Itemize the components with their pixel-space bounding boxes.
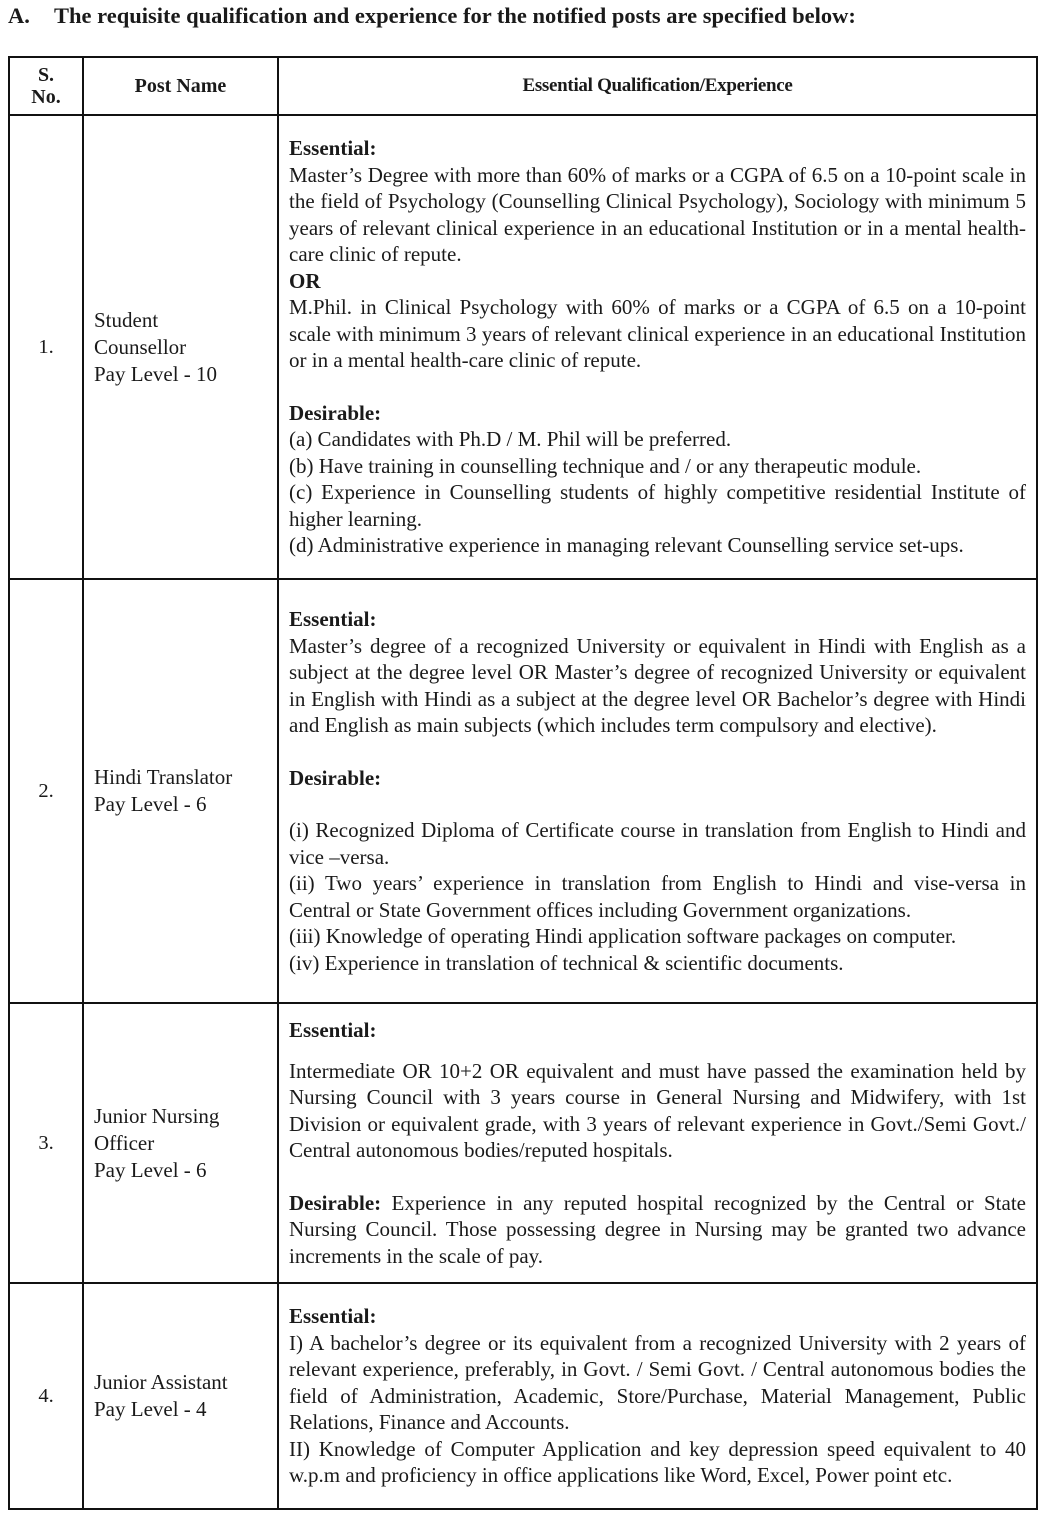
row-sno: 2. xyxy=(9,579,83,1003)
desirable-item: (b) Have training in counselling technique and / or any therapeutic module. xyxy=(289,453,922,478)
desirable-item: (i) Recognized Diploma of Certificate course in translation from English to Hindi and vice –versa. xyxy=(289,818,1026,869)
table-row xyxy=(9,115,1037,579)
essential-label: Essential: xyxy=(289,1304,377,1329)
desirable-label: Desirable: xyxy=(289,765,382,790)
desirable-item: (iv) Experience in translation of technical & scientific documents. xyxy=(289,950,844,975)
header-sno xyxy=(9,57,83,115)
essential-label: Essential: xyxy=(289,136,377,161)
row-post-name xyxy=(83,115,278,579)
spacer xyxy=(289,1044,1026,1058)
spacer xyxy=(289,1164,1026,1190)
row-post-name xyxy=(83,579,278,1003)
row-post-name xyxy=(83,1283,278,1509)
row-qualification xyxy=(278,1283,1037,1509)
header-sno-line1: S. xyxy=(37,64,55,86)
desirable-item: (ii) Two years’ experience in translation from English to Hindi and vise-versa in Central or State Government offices including Government organizations. xyxy=(289,871,1026,922)
essential-text: Master’s degree of a recognized University or equivalent in Hindi with English as a subject at the degree level OR Master’s degree of recognized University or equivalent in English with Hindi as a subject at the degree level OR Bachelor’s degree with Hindi and English as main subjects (which includes term compulsory and elective). xyxy=(289,633,1026,737)
post-line: Junior Nursing xyxy=(94,1103,220,1128)
desirable-item: (a) Candidates with Ph.D / M. Phil will be preferred. xyxy=(289,427,732,452)
essential-text: M.Phil. in Clinical Psychology with 60% of marks or a CGPA of 6.5 on a 10-point scale with minimum 3 years of relevant clinical experience in an educational Institution or in a mental health-care clinic of repute. xyxy=(289,295,1026,373)
desirable-paragraph xyxy=(289,1190,1026,1270)
section-heading xyxy=(8,2,856,30)
essential-label: Essential: xyxy=(289,1018,377,1042)
qualification-table xyxy=(8,56,1038,1510)
essential-text: Master’s Degree with more than 60% of marks or a CGPA of 6.5 on a 10-point scale in the field of Psychology (Counselling Clinical Psychology), Sociology with minimum 5 years of relevant clinical experience in an educational Institution or in a mental health-care clinic of repute. xyxy=(289,162,1026,267)
section-heading-text: The requisite qualification and experience for the notified posts are specified below: xyxy=(54,3,856,28)
row-qualification xyxy=(278,1003,1037,1283)
desirable-text: Experience in any reputed hospital recognized by the Central or State Nursing Council. Those possessing degree in Nursing may be granted two advance increments in the scale of pay. xyxy=(289,1190,1026,1268)
table-header-row xyxy=(9,57,1037,115)
post-line: Officer xyxy=(94,1130,155,1155)
header-sno-line2: No. xyxy=(31,86,61,108)
desirable-label: Desirable: xyxy=(289,1190,382,1215)
row-qualification xyxy=(278,115,1037,579)
desirable-item: (d) Administrative experience in managing relevant Counselling service set-ups. xyxy=(289,533,964,558)
post-line: Counsellor xyxy=(94,334,187,359)
desirable-item: (iii) Knowledge of operating Hindi application software packages on computer. xyxy=(289,924,957,948)
post-line: Junior Assistant xyxy=(94,1370,228,1394)
spacer xyxy=(289,739,1026,765)
table-row xyxy=(9,1003,1037,1283)
spacer xyxy=(289,374,1026,400)
post-line: Pay Level - 10 xyxy=(94,361,218,386)
row-sno: 3. xyxy=(9,1003,83,1283)
table-row xyxy=(9,1283,1037,1509)
essential-text: Intermediate OR 10+2 OR equivalent and must have passed the examination held by Nursing Council with 3 years course in General Nursing and Midwifery, with 1st Division or equivalent grade, with 3 years of relevant experience in Govt./Semi Govt./ Central autonomous bodies/reputed hospitals. xyxy=(289,1058,1026,1162)
row-sno: 4. xyxy=(9,1283,83,1509)
post-line: Student xyxy=(94,307,159,332)
section-letter: A. xyxy=(8,3,30,28)
post-line: Hindi Translator xyxy=(94,765,233,789)
desirable-item: (c) Experience in Counselling students of highly competitive residential Institute of higher learning. xyxy=(289,480,1026,531)
post-line: Pay Level - 4 xyxy=(94,1397,207,1421)
essential-item: I) A bachelor’s degree or its equivalent from a recognized University with 2 years of relevant experience, preferably, in Govt. / Semi Govt. / Central autonomous bodies the field of Administration, Academic, Store/Purchase, Material Management, Public Relations, Finance and Accounts. xyxy=(289,1330,1026,1435)
row-post-name xyxy=(83,1003,278,1283)
post-line: Pay Level - 6 xyxy=(94,792,207,816)
post-line: Pay Level - 6 xyxy=(94,1157,207,1182)
header-qualification: Essential Qualification/Experience xyxy=(278,57,1037,115)
table-row xyxy=(9,579,1037,1003)
spacer xyxy=(289,791,1026,817)
desirable-label: Desirable: xyxy=(289,400,382,425)
or-label: OR xyxy=(289,268,321,293)
row-qualification xyxy=(278,579,1037,1003)
essential-item: II) Knowledge of Computer Application and key depression speed equivalent to 40 w.p.m and proficiency in office applications like Word, Excel, Power point etc. xyxy=(289,1436,1026,1488)
header-post-name: Post Name xyxy=(83,57,278,115)
essential-label: Essential: xyxy=(289,607,377,631)
row-sno: 1. xyxy=(9,115,83,579)
